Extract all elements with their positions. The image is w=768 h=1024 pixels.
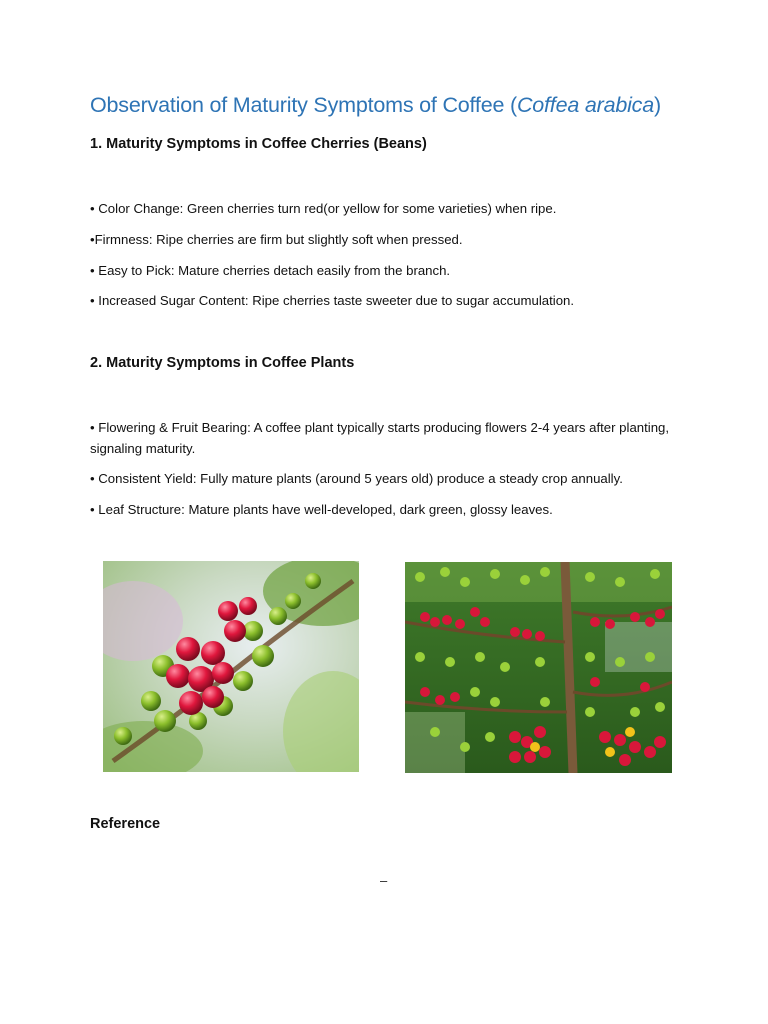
scientific-name: Coffea arabica xyxy=(516,93,654,117)
document-title: Observation of Maturity Symptoms of Coffee (Coffea arabica) xyxy=(90,93,661,117)
section1-bullet-color: • Color Change: Green cherries turn red(or yellow for some varieties) when ripe. xyxy=(90,201,557,216)
section1-bullet-sugar: • Increased Sugar Content: Ripe cherries taste sweeter due to sugar accumulation. xyxy=(90,293,575,308)
section1-heading: 1. Maturity Symptoms in Coffee Cherries (Beans) xyxy=(90,136,427,152)
reference-heading: Reference xyxy=(90,816,161,832)
coffee-plant-photo xyxy=(405,562,672,773)
section2-bullet-flowering: • Flowering & Fruit Bearing: A coffee plant typically starts producing flowers 2-4 years after planting, signaling maturity. xyxy=(90,420,670,456)
section1-bullet-easy-pick: • Easy to Pick: Mature cherries detach easily from the branch. xyxy=(90,263,451,278)
footer-dash: – xyxy=(380,873,388,888)
section2-heading: 2. Maturity Symptoms in Coffee Plants xyxy=(90,355,355,371)
section2-bullet-leaf: • Leaf Structure: Mature plants have well-developed, dark green, glossy leaves. xyxy=(90,502,553,517)
section1-bullet-firmness: •Firmness: Ripe cherries are firm but slightly soft when pressed. xyxy=(90,232,463,247)
section2-bullet-yield: • Consistent Yield: Fully mature plants (around 5 years old) produce a steady crop annually. xyxy=(90,471,623,486)
coffee-cherries-closeup-photo xyxy=(103,561,359,772)
